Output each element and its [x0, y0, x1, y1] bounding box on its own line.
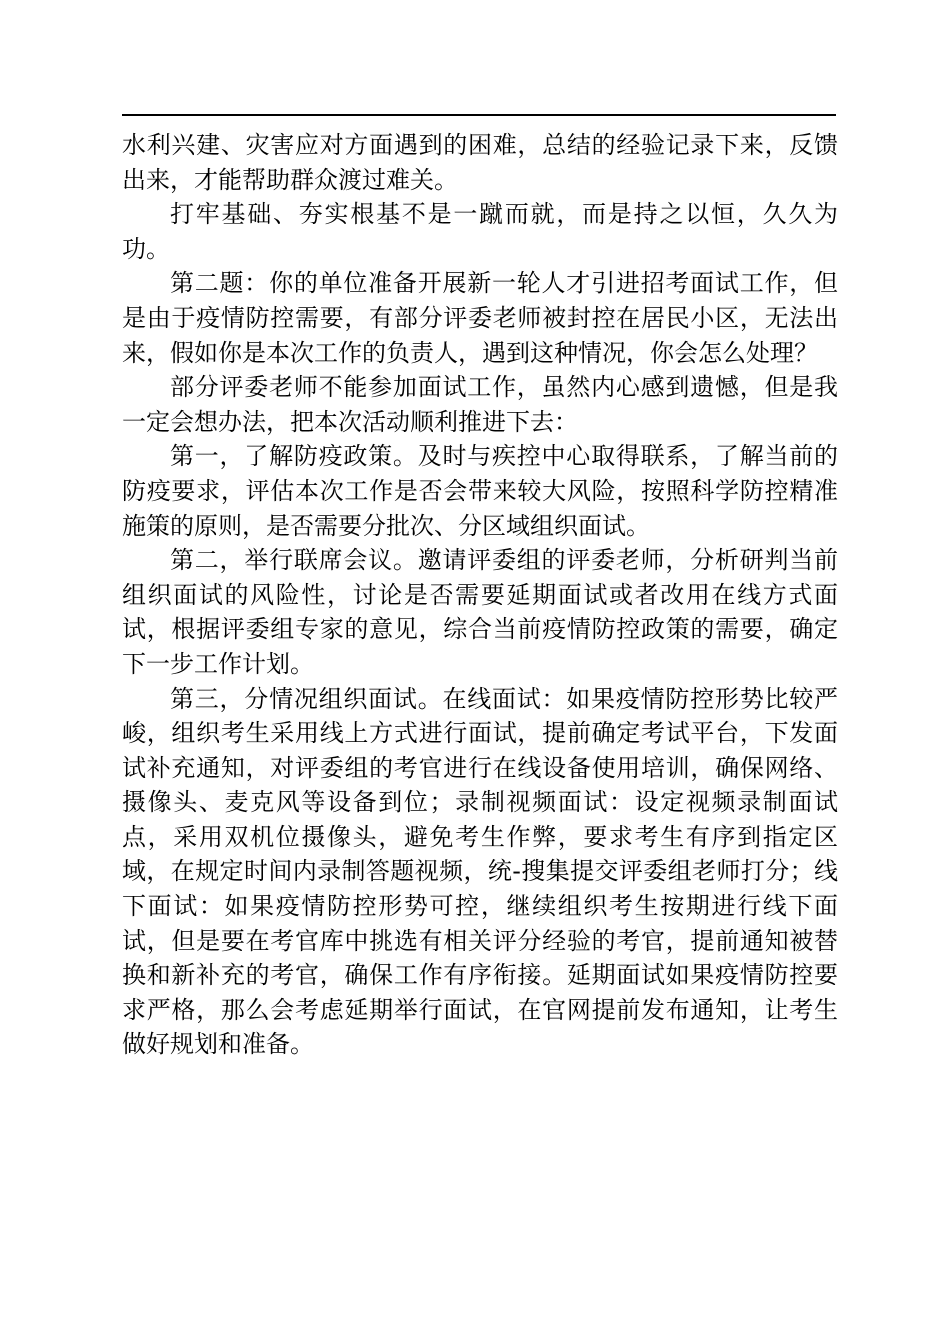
document-body: [122, 128, 838, 1062]
header-rule: [122, 114, 836, 116]
paragraph: 水利兴建、灾害应对方面遇到的困难，总结的经验记录下来，反馈出来，才能帮助群众渡过难关。: [122, 131, 838, 194]
paragraph-question: 第二题：你的单位准备开展新一轮人才引进招考面试工作，但是由于疫情防控需要，有部分评委老师被封控在居民小区，无法出来，假如你是本次工作的负责人，遇到这种情况，你会怎么处理？: [122, 269, 838, 367]
paragraph: 打牢基础、夯实根基不是一蹴而就，而是持之以恒，久久为功。: [122, 200, 838, 263]
paragraph: 第一，了解防疫政策。及时与疾控中心取得联系，了解当前的防疫要求，评估本次工作是否会带来较大风险，按照科学防控精准施策的原则，是否需要分批次、分区域组织面试。: [122, 442, 838, 540]
paragraph: 部分评委老师不能参加面试工作，虽然内心感到遗憾，但是我一定会想办法，把本次活动顺利推进下去：: [122, 373, 838, 436]
paragraph: 第二，举行联席会议。邀请评委组的评委老师，分析研判当前组织面试的风险性，讨论是否需要延期面试或者改用在线方式面试，根据评委组专家的意见，综合当前疫情防控政策的需要，确定下一步工作计划。: [122, 546, 838, 678]
paragraph: 第三，分情况组织面试。在线面试：如果疫情防控形势比较严峻，组织考生采用线上方式进行面试，提前确定考试平台，下发面试补充通知，对评委组的考官进行在线设备使用培训，确保网络、摄像头、麦克风等设备到位；录制视频面试：设定视频录制面试点，采用双机位摄像头，避免考生作弊，要求考生有序到指定区域，在规定时间内录制答题视频，统-搜集提交评委组老师打分；线下面试：如果疫情防控形势可控，继续组织考生按期进行线下面试，但是要在考官库中挑选有相关评分经验的考官，提前通知被替换和新补充的考官，确保工作有序衔接。延期面试如果疫情防控要求严格，那么会考虑延期举行面试，在官网提前发布通知，让考生做好规划和准备。: [122, 684, 838, 1059]
